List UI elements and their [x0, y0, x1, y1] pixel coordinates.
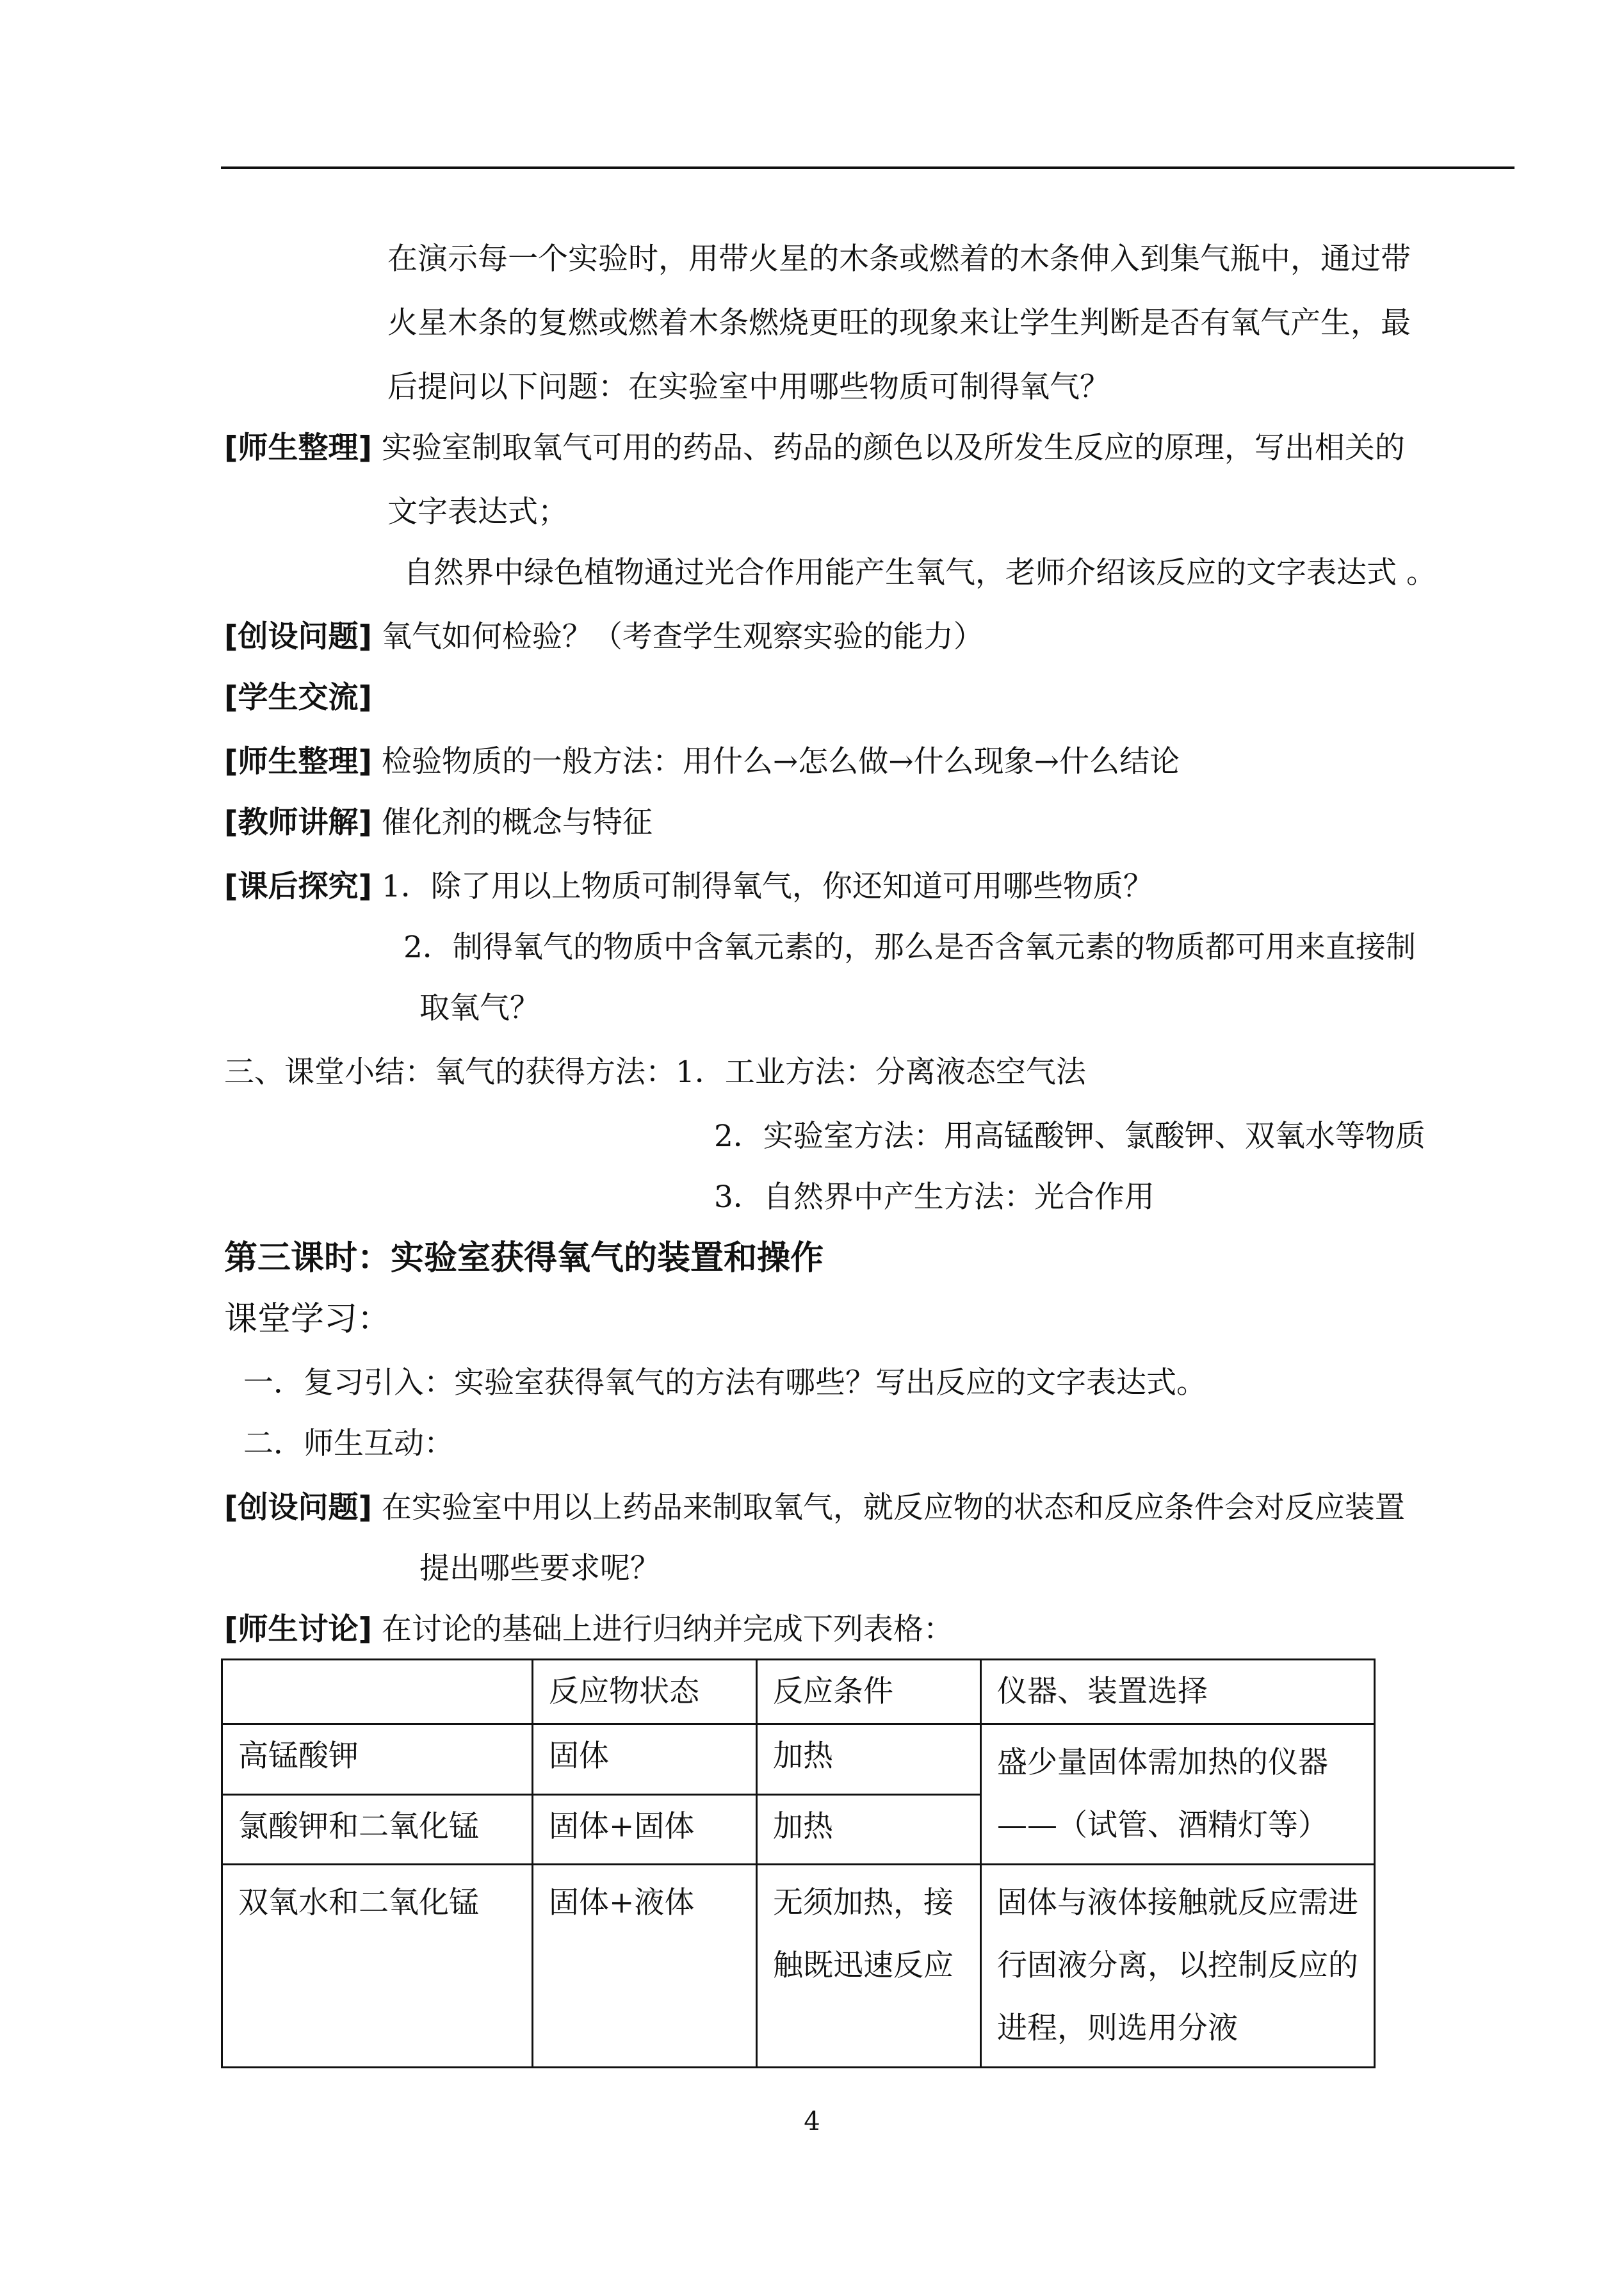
- para-line-2: 火星木条的复燃或燃着木条燃烧更旺的现象来让学生判断是否有氧气产生，最: [387, 305, 1411, 341]
- after-class-item-2-cont: 取氧气？: [419, 991, 540, 1026]
- header-rule: [221, 166, 1514, 169]
- section-discussion: [224, 1610, 954, 1649]
- table-row: [222, 1865, 1375, 2068]
- para-line-1: 在演示每一个实验时，用带火星的木条或燃着的木条伸入到集气瓶中，通过带: [387, 241, 1411, 277]
- table-row: [222, 1724, 1375, 1795]
- section-text: 实验室制取氧气可用的药品、药品的颜色以及所发生反应的原理，写出相关的: [381, 430, 1405, 466]
- table-cell: 固体: [533, 1724, 757, 1795]
- table-cell: 高锰酸钾: [222, 1724, 533, 1795]
- class-summary: [224, 1053, 1086, 1092]
- table-cell: 固体+液体: [533, 1865, 757, 2068]
- section-text-cont: 文字表达式；: [387, 494, 568, 530]
- table-cell: 氯酸钾和二氧化锰: [222, 1794, 533, 1865]
- section-after-class: [224, 868, 1153, 906]
- table-cell: 双氧水和二氧化锰: [222, 1865, 533, 2068]
- section-tag: [课后探究]: [224, 869, 372, 904]
- section-teacher-explain: [224, 804, 653, 842]
- section-text: 氧气如何检验？（考查学生观察实验的能力）: [381, 619, 984, 654]
- section-tag: [创设问题]: [224, 1490, 372, 1525]
- section-create-question: [224, 618, 984, 656]
- para-line-3: 后提问以下问题：在实验室中用哪些物质可制得氧气？: [387, 369, 1110, 405]
- section-text: 在讨论的基础上进行归纳并完成下列表格：: [381, 1612, 954, 1647]
- section-tag: [创设问题]: [224, 619, 372, 654]
- study-heading: 课堂学习：: [224, 1300, 391, 1338]
- section-tag: [教师讲解]: [224, 805, 372, 840]
- table-header-cell: 反应物状态: [533, 1660, 757, 1724]
- summary-item-2: 2．实验室方法：用高锰酸钾、氯酸钾、双氧水等物质: [714, 1119, 1425, 1154]
- table-header-cell: [222, 1660, 533, 1724]
- interaction-heading: 二．师生互动：: [243, 1426, 454, 1461]
- summary-lead: 三、课堂小结：: [224, 1055, 435, 1090]
- section-text: 检验物质的一般方法：用什么→怎么做→什么现象→什么结论: [381, 744, 1180, 779]
- section-teacher-student-summary-2: [224, 743, 1180, 781]
- reaction-table: [221, 1658, 1376, 2068]
- table-cell-equipment: 盛少量固体需加热的仪器——（试管、酒精灯等）: [981, 1724, 1375, 1865]
- table-cell: 加热: [757, 1794, 981, 1865]
- section-text: 催化剂的概念与特征: [381, 805, 653, 840]
- section-text-cont: 提出哪些要求呢？: [419, 1551, 660, 1586]
- section-text-cont-2: 自然界中绿色植物通过光合作用能产生氧气，老师介绍该反应的文字表达式 。: [403, 555, 1436, 590]
- section-student-exchange: [224, 679, 372, 717]
- table-cell: 无须加热，接触既迅速反应: [757, 1865, 981, 2068]
- table-cell: 固体+固体: [533, 1794, 757, 1865]
- table-header-cell: 反应条件: [757, 1660, 981, 1724]
- table-cell: 加热: [757, 1724, 981, 1795]
- section-text: 1．除了用以上物质可制得氧气，你还知道可用哪些物质？: [381, 869, 1153, 904]
- review-heading: 一．复习引入：实验室获得氧气的方法有哪些？写出反应的文字表达式。: [243, 1365, 1206, 1400]
- section-text: 在实验室中用以上药品来制取氧气，就反应物的状态和反应条件会对反应装置: [381, 1490, 1405, 1525]
- section-tag: [师生整理]: [224, 430, 372, 466]
- table-cell: 固体与液体接触就反应需进行固液分离，以控制反应的进程，则选用分液: [981, 1865, 1375, 2068]
- section-tag: [学生交流]: [224, 680, 372, 715]
- after-class-item-2: 2．制得氧气的物质中含氧元素的，那么是否含氧元素的物质都可用来直接制: [403, 930, 1416, 965]
- section-teacher-student-summary: [224, 429, 1405, 467]
- page-number: 4: [804, 2107, 820, 2136]
- table-header-row: [222, 1660, 1375, 1724]
- section-tag: [师生整理]: [224, 744, 372, 779]
- summary-item-3: 3．自然界中产生方法：光合作用: [714, 1180, 1155, 1215]
- table-header-cell: 仪器、装置选择: [981, 1660, 1375, 1724]
- summary-item-1: 氧气的获得方法：1．工业方法：分离液态空气法: [435, 1055, 1086, 1090]
- section-tag: [师生讨论]: [224, 1612, 372, 1647]
- lesson-title: 第三课时：实验室获得氧气的装置和操作: [224, 1239, 824, 1277]
- section-create-question-2: [224, 1489, 1405, 1527]
